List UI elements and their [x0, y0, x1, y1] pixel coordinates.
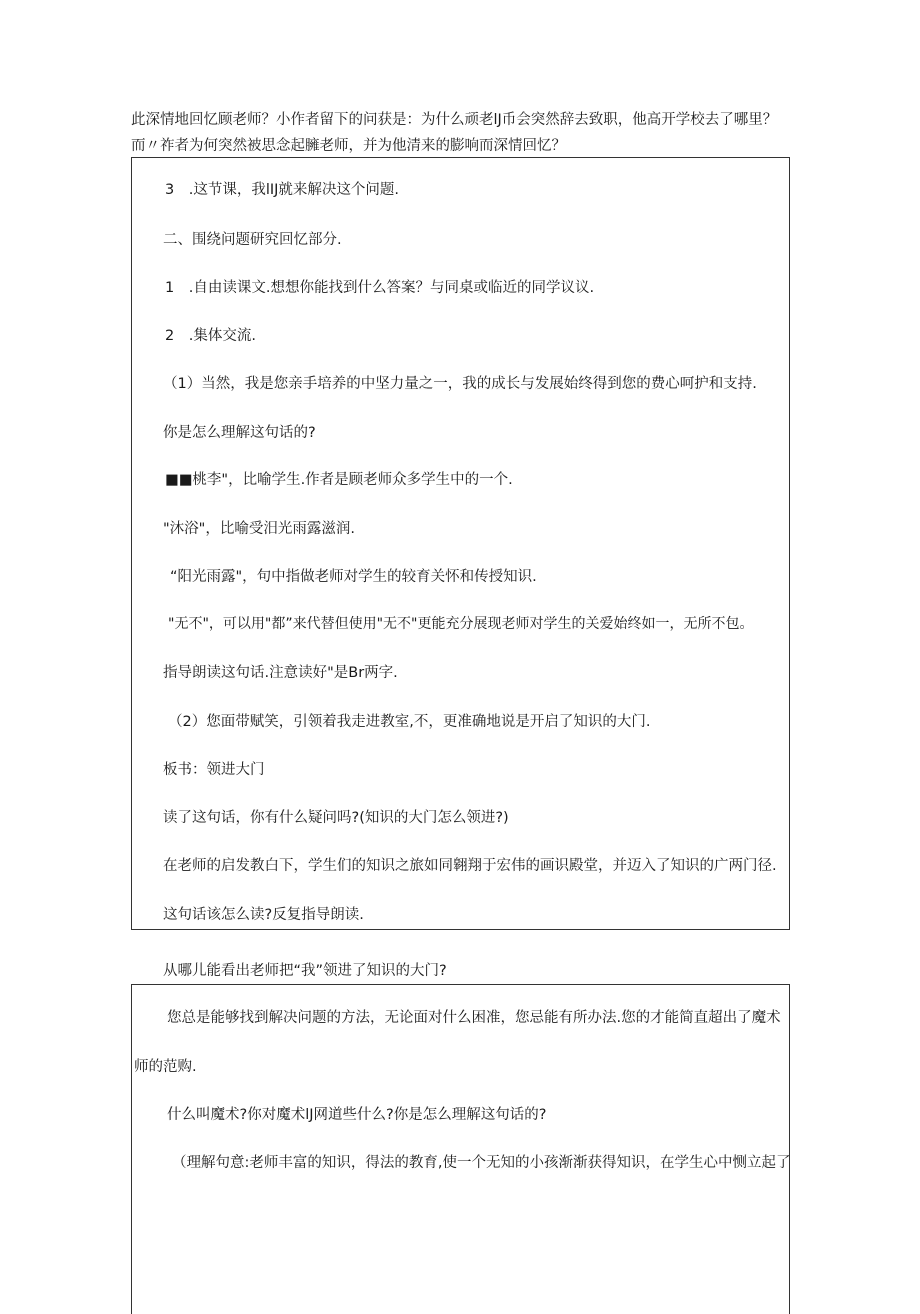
- box1-item-7: ■■桃李"，比喻学生.作者是顾老师众多学生中的一个.: [165, 472, 513, 488]
- box1-item-13: 板书：领进大门: [163, 762, 265, 778]
- box2-para1-line1: 您总是能够找到解决问题的方法，无论面对什么困准，您忌能有所办法.您的才能简直超出了魔术: [167, 1010, 781, 1026]
- box1-item-12: （2）您面带赋笑，引领着我走进教室,不，更准确地说是开启了知识的大门.: [168, 714, 651, 730]
- box1-item-10: "无不"，可以用"都”来代替但使用"无不"更能充分展现老师对学生的关爱始终如一，无所不包。: [168, 616, 754, 632]
- box1-item-4: 2 .集体交流.: [165, 328, 256, 344]
- box1-item-6: 你是怎么理解这句话的?: [163, 425, 316, 441]
- intro-line-1: 此深情地回忆顾老师？小作者留下的问获是：为什么顽老lJ币会突然辞去致职，他高开学校去了哪里？: [131, 112, 778, 128]
- box2-para1-line2: 师的范购.: [134, 1059, 197, 1075]
- between-question: 从哪儿能看出老师把“我”领进了知识的大门?: [163, 963, 447, 979]
- box1-item-14: 读了这句话，你有什么疑问吗?(知识的大门怎么领进?): [163, 810, 509, 826]
- box2-para2-line1: （理解句意:老师丰富的知识，得法的教育,使一个无知的小孩渐渐获得知识，在学生心中恻立起了: [172, 1155, 791, 1171]
- box1-item-9: “阳光雨露"，句中指做老师对学生的较育关怀和传授知识.: [170, 569, 537, 585]
- box2-question: 什么叫魔术?你对魔术lJ网道些什么?你是怎么理解这句话的?: [167, 1107, 547, 1123]
- box1-item-11: 指导朗读这句话.注意读好"是Br两字.: [163, 665, 398, 681]
- box1-item-3: 1 .自由读课文.想想你能找到什么答案？与同桌或临近的同学议议.: [165, 280, 595, 296]
- box1-item-2: 二、围绕问题研究回忆部分.: [163, 232, 342, 248]
- box1-item-1: 3 .这节课，我lIJ就来解决这个问题.: [165, 182, 400, 198]
- box1-item-5: （1）当然，我是您亲手培养的中坚力量之一，我的成长与发展始终得到您的费心呵护和支持.: [163, 376, 757, 392]
- box1-item-15: 在老师的启发教白下，学生们的知识之旅如同翱翔于宏伟的画识殿堂，并迈入了知识的广两门径.: [163, 858, 777, 874]
- lesson-box-2: [131, 984, 790, 1314]
- box1-item-16: 这句话该怎么读?反复指导朗读.: [163, 907, 364, 923]
- box1-item-8: "沐浴"，比喻受汨光雨露滋润.: [163, 521, 355, 537]
- intro-line-2: 而〃祚者为何突然被思念起臃老师，并为他清来的膨响而深情回忆？: [131, 138, 566, 154]
